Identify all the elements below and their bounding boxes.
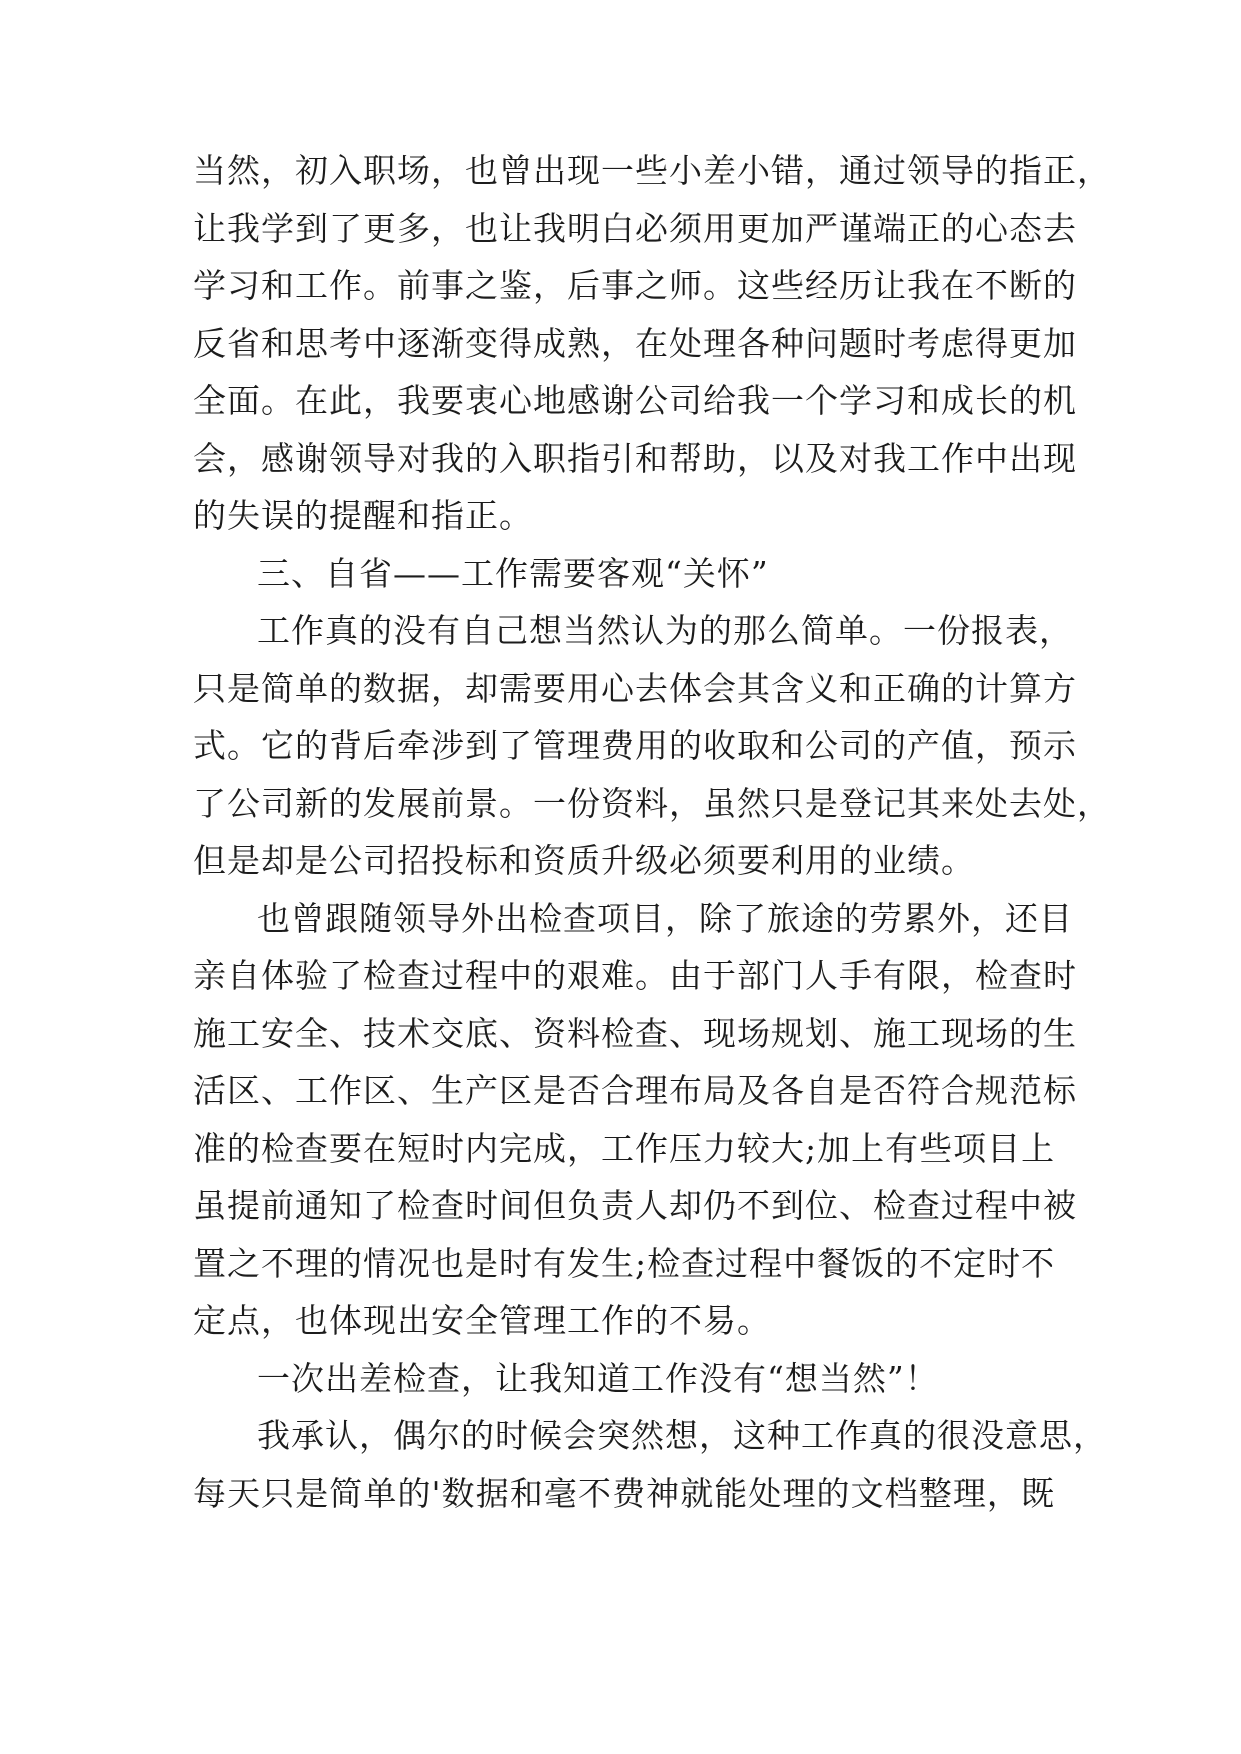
text-line: 也曾跟随领导外出检查项目，除了旅途的劳累外，还目 [257,899,1073,938]
text-line: 一次出差检查，让我知道工作没有“想当然”！ [257,1359,939,1398]
text-line: 虽提前通知了检查时间但负责人却仍不到位、检查过程中被 [193,1186,1077,1225]
text-line: 只是简单的数据，却需要用心去体会其含义和正确的计算方 [193,669,1077,708]
text-line: 会，感谢领导对我的入职指引和帮助，以及对我工作中出现 [193,439,1077,478]
text-line: 让我学到了更多，也让我明白必须用更加严谨端正的心态去 [193,209,1077,248]
text-line: 准的检查要在短时内完成，工作压力较大;加上有些项目上 [193,1129,1056,1168]
text-line: 了公司新的发展前景。一份资料，虽然只是登记其来处去处， [193,784,1111,823]
text-line: 定点，也体现出安全管理工作的不易。 [193,1301,771,1340]
text-line: 但是却是公司招投标和资质升级必须要利用的业绩。 [193,841,975,880]
text-line: 反省和思考中逐渐变得成熟，在处理各种问题时考虑得更加 [193,324,1077,363]
text-line: 的失误的提醒和指正。 [193,496,533,535]
section-heading: 三、自省——工作需要客观“关怀” [257,554,769,593]
text-line: 亲自体验了检查过程中的艰难。由于部门人手有限，检查时 [193,956,1077,995]
text-line: 置之不理的情况也是时有发生;检查过程中餐饭的不定时不 [193,1244,1056,1283]
text-line: 每天只是简单的'数据和毫不费神就能处理的文档整理，既 [193,1474,1055,1513]
text-line: 工作真的没有自己想当然认为的那么简单。一份报表， [257,611,1073,650]
text-line: 式。它的背后牵涉到了管理费用的收取和公司的产值，预示 [193,726,1077,765]
text-line: 当然，初入职场，也曾出现一些小差小错，通过领导的指正， [193,151,1111,190]
text-line: 施工安全、技术交底、资料检查、现场规划、施工现场的生 [193,1014,1077,1053]
text-line: 我承认，偶尔的时候会突然想，这种工作真的很没意思， [257,1416,1107,1455]
text-line: 活区、工作区、生产区是否合理布局及各自是否符合规范标 [193,1071,1077,1110]
text-line: 学习和工作。前事之鉴，后事之师。这些经历让我在不断的 [193,266,1077,305]
text-line: 全面。在此，我要衷心地感谢公司给我一个学习和成长的机 [193,381,1077,420]
